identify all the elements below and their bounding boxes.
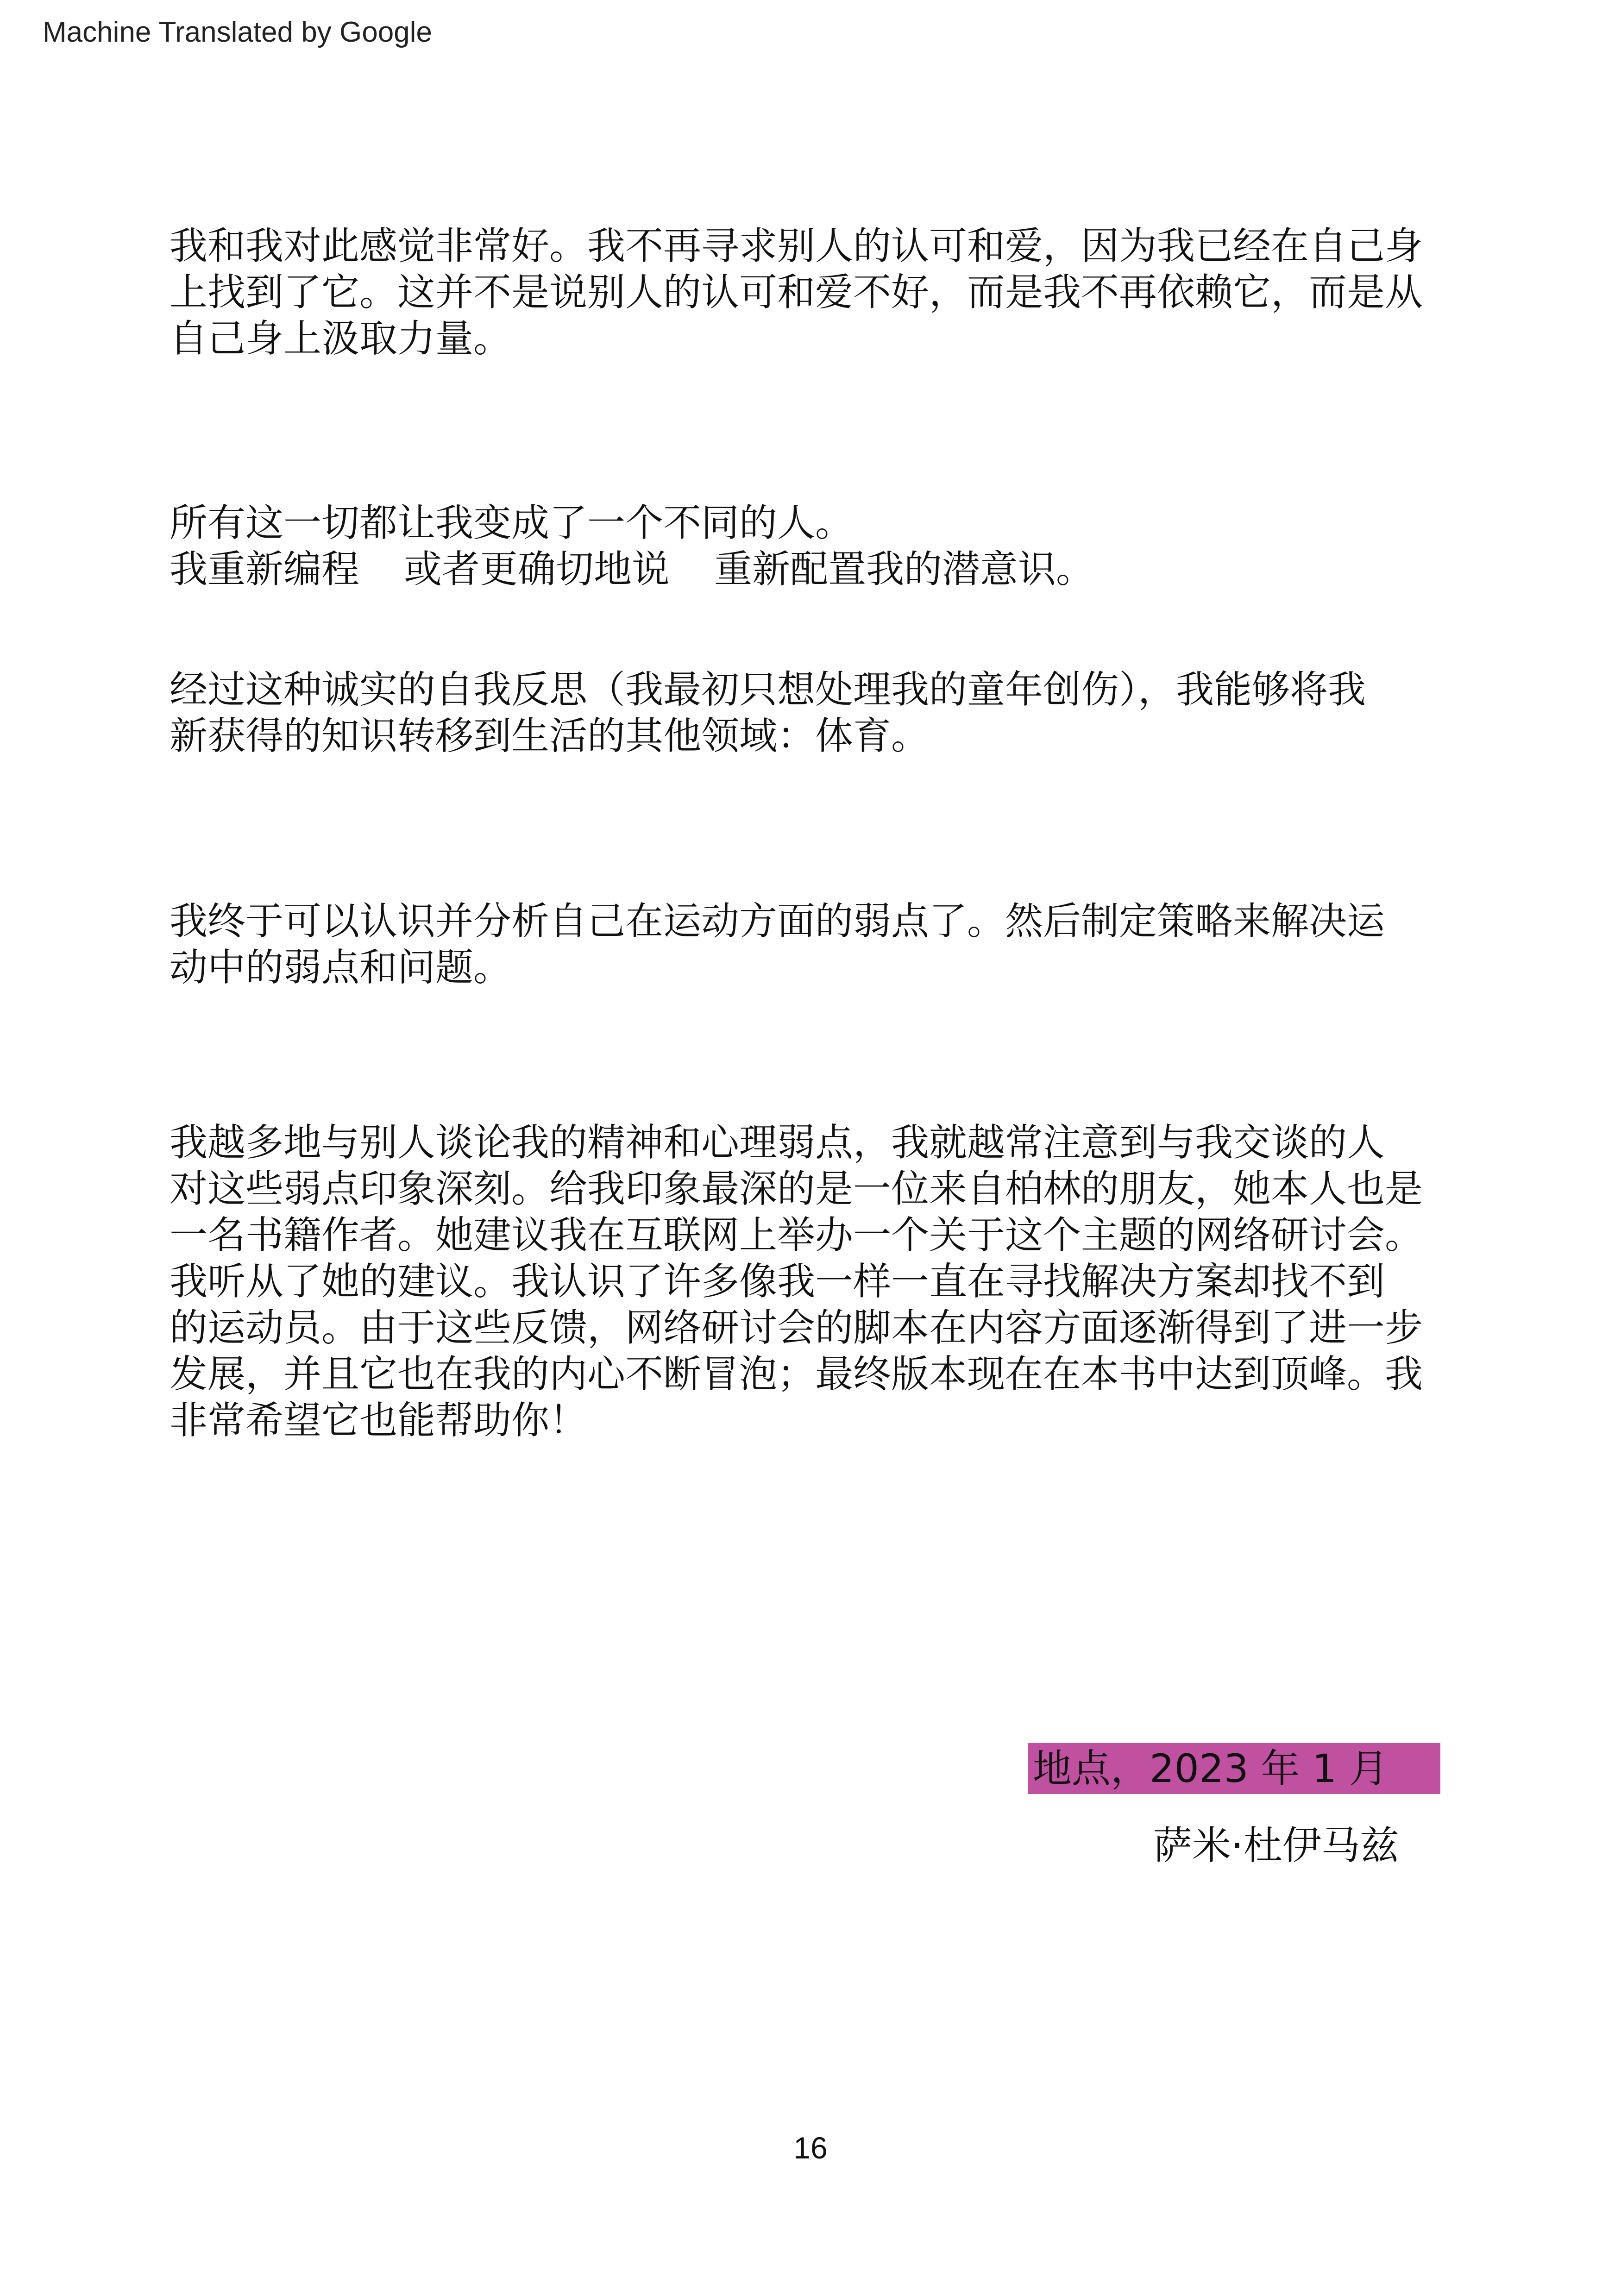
text-line: 非常希望它也能帮助你！ (170, 1399, 588, 1443)
text-line: 我越多地与别人谈论我的精神和心理弱点，我就越常注意到与我交谈的人 (170, 1121, 1385, 1165)
paragraph-4 (170, 667, 1513, 759)
text-line: 动中的弱点和问题。 (170, 946, 512, 990)
text-line: 对这些弱点印象深刻。给我印象最深的是一位来自柏林的朋友，她本人也是 (170, 1167, 1423, 1211)
text-fragment: 重新配置我的潜意识。 (714, 547, 1094, 591)
author-name: 萨米·杜伊马兹 (1153, 1823, 1399, 1868)
text-line: 我终于可以认识并分析自己在运动方面的弱点了。然后制定策略来解决运 (170, 899, 1385, 943)
text-line: 上找到了它。这并不是说别人的认可和爱不好，而是我不再依赖它，而是从 (170, 270, 1423, 314)
text-line: 自己身上汲取力量。 (170, 317, 512, 361)
paragraph-3 (170, 546, 1513, 593)
text-line: 我听从了她的建议。我认识了许多像我一样一直在寻找解决方案却找不到 (170, 1260, 1385, 1304)
place-date-highlight: 地点，2023 年 1 月 (1028, 1743, 1440, 1794)
text-line: 的运动员。由于这些反馈，网络研讨会的脚本在内容方面逐渐得到了进一步 (170, 1306, 1423, 1350)
paragraph-5 (170, 898, 1513, 991)
text-line: 经过这种诚实的自我反思（我最初只想处理我的童年创伤），我能够将我 (170, 668, 1366, 712)
translation-banner: Machine Translated by Google (43, 16, 432, 48)
text-line (170, 546, 1513, 593)
paragraph-2 (170, 500, 1513, 546)
text-line: 一名书籍作者。她建议我在互联网上举办一个关于这个主题的网络研讨会。 (170, 1213, 1423, 1257)
text-line: 所有这一切都让我变成了一个不同的人。 (170, 501, 854, 545)
paragraph-1 (170, 223, 1513, 362)
text-line: 我和我对此感觉非常好。我不再寻求别人的认可和爱，因为我已经在自己身 (170, 224, 1423, 268)
page-number: 16 (793, 2131, 828, 2165)
text-fragment: 或者更确切地说 (404, 547, 670, 591)
text-line: 新获得的知识转移到生活的其他领域：体育。 (170, 714, 930, 758)
text-fragment: 我重新编程 (170, 547, 360, 591)
text-line: 发展，并且它也在我的内心不断冒泡；最终版本现在在本书中达到顶峰。我 (170, 1352, 1423, 1396)
paragraph-6 (170, 1120, 1513, 1444)
